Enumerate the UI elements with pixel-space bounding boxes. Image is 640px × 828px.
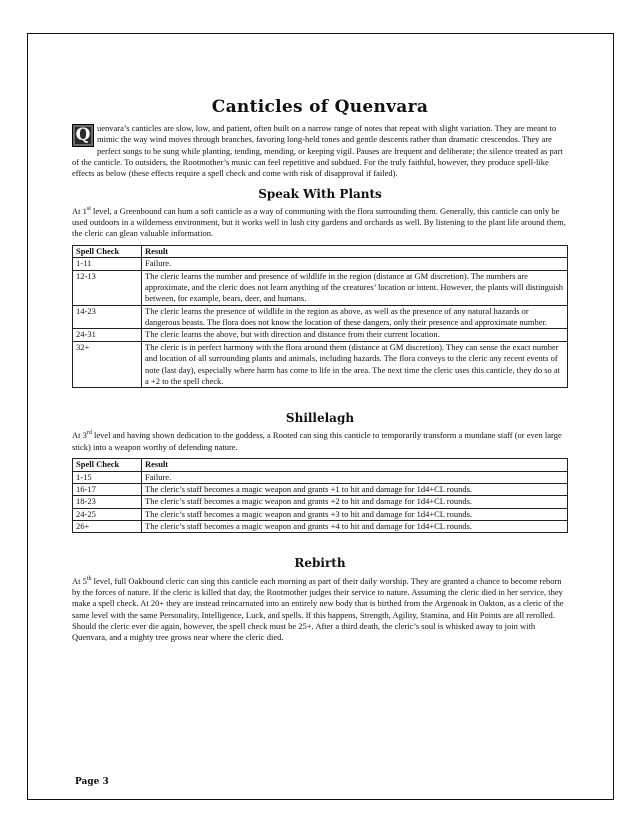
spell-table-speak-with-plants [72,245,568,389]
intro-text: uenvara’s canticles are slow, low, and patient, often built on a narrow range of notes that repeat with slight variation. They are meant to mimic the way wind moves through branches, favoring long-held tones and gentle descents rather than dramatic crescendos. They are perfect songs to be sung while planting, tending, mending, or keeping vigil. Pauses are frequent and deliberate; the silence treated as part of the canticle. To outsiders, the Rootmother’s music can feel repetitive and subdued. For the truly faithful, however, they produce spell-like effects as below (these effects require a spell check and come with risk of disapproval if failed). [72,122,563,179]
spell-check-cell: 14-23 [73,305,142,329]
table-row [73,471,568,483]
column-header-spell-check: Spell Check [73,245,142,257]
section-heading-speak-with-plants: Speak With Plants [258,186,382,201]
level-prefix: At 5 [72,575,87,586]
table-row [73,258,568,270]
result-cell: The cleric’s staff becomes a magic weapon and grants +4 to hit and damage for 1d4+CL rounds. [142,521,568,533]
column-header-spell-check: Spell Check [73,459,142,471]
spell-check-cell: 26+ [73,521,142,533]
spell-check-cell: 18-23 [73,496,142,508]
page-content [72,96,568,649]
section-body: level, full Oakbound cleric can sing this canticle each morning as part of their daily worship. They are granted a chance to become reborn by the forces of nature. If the cleric is killed that day, the Rootmother judges their service to nature. Assuming the cleric died in her service, they make a spell check. At 20+ they are instead reincarnated into an entirely new body that is birthed from the Argenoak in Oakton, as a cleric of the same level with the same Personality, Intelligence, Luck, and spells. If this happens, Strength, Agility, Stamina, and Hit Points are all rerolled. Should the cleric ever die again, however, the spell check must be 25+. After a third death, the cleric’s soul is whisked away to join with Quenvara, and a mighty tree grows near where the cleric died. [72,575,564,643]
spell-check-cell: 1-15 [73,471,142,483]
section-body: level, a Greenbound can hum a soft canticle as a way of communing with the flora surrounding them. Generally, this canticle can only be used outdoors in a wilderness environment, but it works well in lush city gardens and orchards as well. By listening to the plant life around them, the cleric can glean valuable information. [72,205,566,239]
level-prefix: At 3 [72,430,87,441]
level-ordinal: st [86,205,91,212]
level-ordinal: rd [86,430,92,437]
level-ordinal: th [86,575,92,582]
column-header-result: Result [142,459,568,471]
result-cell: Failure. [142,258,568,270]
page-title: Canticles of Quenvara [211,97,429,117]
table-row [73,305,568,329]
spell-table-shillelagh [72,458,568,533]
result-cell: The cleric learns the above, but with direction and distance from their current location. [142,329,568,341]
result-cell: The cleric’s staff becomes a magic weapon and grants +3 to hit and damage for 1d4+CL rounds. [142,508,568,520]
section-text-rebirth [72,576,568,644]
spell-check-cell: 1-11 [73,258,142,270]
table-row [73,521,568,533]
table-row [73,483,568,495]
table-row [73,508,568,520]
spacer [72,394,568,404]
column-header-result: Result [142,245,568,257]
result-cell: Failure. [142,471,568,483]
table-row [73,341,568,388]
spell-check-cell: 24-31 [73,329,142,341]
table-header-row [73,245,568,257]
drop-cap: Q [72,124,94,147]
result-cell: The cleric’s staff becomes a magic weapon and grants +1 to hit and damage for 1d4+CL rounds. [142,483,568,495]
spell-check-cell: 32+ [73,341,142,388]
table-row [73,329,568,341]
table-row [73,496,568,508]
spell-check-cell: 24-25 [73,508,142,520]
level-prefix: At 1 [72,205,87,216]
table-header-row [73,459,568,471]
section-text-shillelagh [72,430,568,453]
spell-check-cell: 12-13 [73,270,142,305]
result-cell: The cleric is in perfect harmony with the flora around them (distance at GM discretion). They can sense the exact number and location of all surrounding plants and animals, including hazards. The flora conveys to the cleric any recent events of note (last day), especially where harm has come to life in the area. The next time the cleric uses this canticle, they do so at a +2 to the spell check. [142,341,568,388]
spell-check-cell: 16-17 [73,483,142,495]
section-heading-rebirth: Rebirth [294,556,346,571]
result-cell: The cleric learns the number and presence of wildlife in the region (distance at GM discretion). The numbers are approximate, and the cleric does not learn anything of the creatures’ location or intent. However, the plants will distinguish between, for example, bears, deer, and humans. [142,270,568,305]
section-heading-shillelagh: Shillelagh [285,411,355,426]
section-body: level and having shown dedication to the goddess, a Rooted can sing this canticle to temporarily transform a mundane staff (or even large stick) into a weapon worthy of defending nature. [72,430,562,452]
spacer [72,539,568,549]
section-text-speak-with-plants [72,206,568,240]
page-number: Page 3 [75,777,109,787]
table-row [73,270,568,305]
result-cell: The cleric learns the presence of wildlife in the region as above, as well as the presence of any natural hazards or dangerous beasts. The flora does not know the location of these dangers, only their presence and approximate number. [142,305,568,329]
intro-paragraph [72,123,568,180]
result-cell: The cleric’s staff becomes a magic weapon and grants +2 to hit and damage for 1d4+CL rounds. [142,496,568,508]
